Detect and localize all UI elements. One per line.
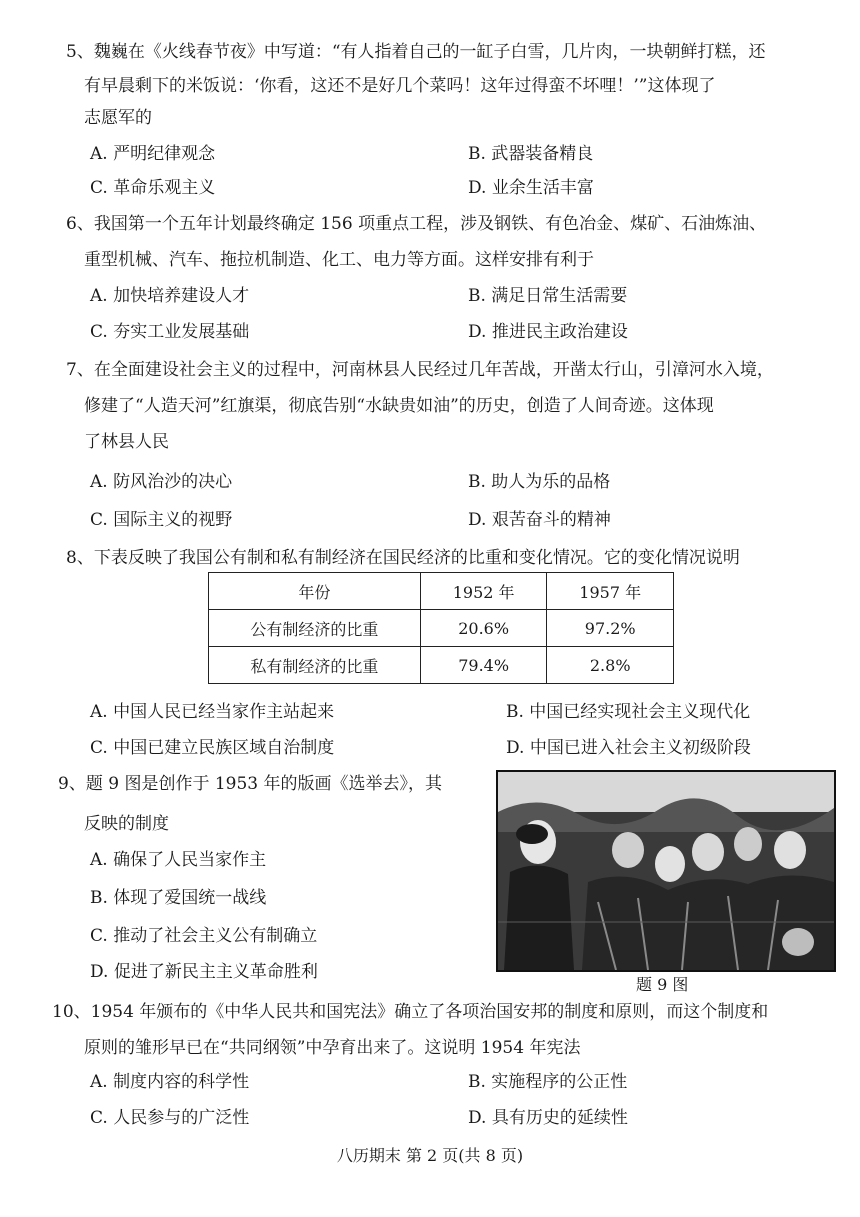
q8-option-a: A. 中国人民已经当家作主站起来 [90, 702, 335, 722]
table-cell: 20.6% [420, 610, 547, 647]
q8-option-b: B. 中国已经实现社会主义现代化 [506, 702, 751, 722]
table-header-cell: 1957 年 [547, 573, 674, 610]
q5-option-d: D. 业余生活丰富 [468, 178, 594, 198]
q6-option-a: A. 加快培养建设人才 [90, 286, 250, 306]
q5-option-a: A. 严明纪律观念 [90, 144, 216, 164]
q8-option-d: D. 中国已进入社会主义初级阶段 [506, 738, 751, 758]
table-cell: 私有制经济的比重 [209, 647, 421, 684]
q7-option-b: B. 助人为乐的品格 [468, 472, 611, 492]
woodcut-print-figure [496, 770, 836, 972]
woodcut-print-illustration [498, 772, 834, 970]
q7-option-c: C. 国际主义的视野 [90, 510, 233, 530]
q6-option-c: C. 夯实工业发展基础 [90, 322, 250, 342]
table-row [209, 647, 674, 684]
figure-caption: 题 9 图 [636, 975, 689, 994]
table-cell: 97.2% [547, 610, 674, 647]
q5-stem-line2: 有早晨剩下的米饭说：‘你看，这还不是好几个菜吗！这年过得蛮不坏哩！’”这体现了 [84, 76, 716, 96]
q9-option-a: A. 确保了人民当家作主 [90, 850, 267, 870]
q9-option-b: B. 体现了爱国统一战线 [90, 888, 267, 908]
q10-option-a: A. 制度内容的科学性 [90, 1072, 250, 1092]
q10-option-d: D. 具有历史的延续性 [468, 1108, 628, 1128]
table-cell: 2.8% [547, 647, 674, 684]
q8-stem-line1: 8、下表反映了我国公有制和私有制经济在国民经济的比重和变化情况。它的变化情况说明 [66, 548, 740, 568]
table-row [209, 610, 674, 647]
table-header-cell: 1952 年 [420, 573, 547, 610]
q9-option-c: C. 推动了社会主义公有制确立 [90, 926, 318, 946]
q8-data-table [208, 572, 674, 684]
q6-option-b: B. 满足日常生活需要 [468, 286, 628, 306]
q7-stem-line3: 了林县人民 [84, 432, 169, 452]
page-footer: 八历期末 第 2 页(共 8 页) [336, 1146, 524, 1165]
q6-option-d: D. 推进民主政治建设 [468, 322, 628, 342]
q6-stem-line1: 6、我国第一个五年计划最终确定 156 项重点工程，涉及钢铁、有色冶金、煤矿、石油炼油、 [66, 214, 767, 234]
q7-stem-line1: 7、在全面建设社会主义的过程中，河南林县人民经过几年苦战，开凿太行山，引漳河水入境， [66, 360, 774, 380]
q9-option-d: D. 促进了新民主主义革命胜利 [90, 962, 318, 982]
q7-option-a: A. 防风治沙的决心 [90, 472, 233, 492]
q7-stem-line2: 修建了“人造天河”红旗渠，彻底告别“水缺贵如油”的历史，创造了人间奇迹。这体现 [84, 396, 714, 416]
q6-stem-line2: 重型机械、汽车、拖拉机制造、化工、电力等方面。这样安排有利于 [84, 250, 594, 270]
q10-stem-line1: 10、1954 年颁布的《中华人民共和国宪法》确立了各项治国安邦的制度和原则，而这个制度和 [52, 1002, 769, 1022]
table-header-cell: 年份 [209, 573, 421, 610]
q10-stem-line2: 原则的雏形早已在“共同纲领”中孕育出来了。这说明 1954 年宪法 [84, 1038, 581, 1058]
q5-stem-line3: 志愿军的 [84, 108, 152, 128]
q5-option-c: C. 革命乐观主义 [90, 178, 216, 198]
q10-option-b: B. 实施程序的公正性 [468, 1072, 628, 1092]
q8-option-c: C. 中国已建立民族区域自治制度 [90, 738, 335, 758]
q9-stem-line1: 9、题 9 图是创作于 1953 年的版画《选举去》，其 [58, 774, 443, 794]
table-cell: 79.4% [420, 647, 547, 684]
q10-option-c: C. 人民参与的广泛性 [90, 1108, 250, 1128]
q9-stem-line2: 反映的制度 [84, 814, 169, 834]
q5-option-b: B. 武器装备精良 [468, 144, 594, 164]
q7-option-d: D. 艰苦奋斗的精神 [468, 510, 611, 530]
table-header-row [209, 573, 674, 610]
q5-stem-line1: 5、魏巍在《火线春节夜》中写道：“有人指着自己的一缸子白雪，几片肉，一块朝鲜打糕，还 [66, 42, 766, 62]
table-cell: 公有制经济的比重 [209, 610, 421, 647]
